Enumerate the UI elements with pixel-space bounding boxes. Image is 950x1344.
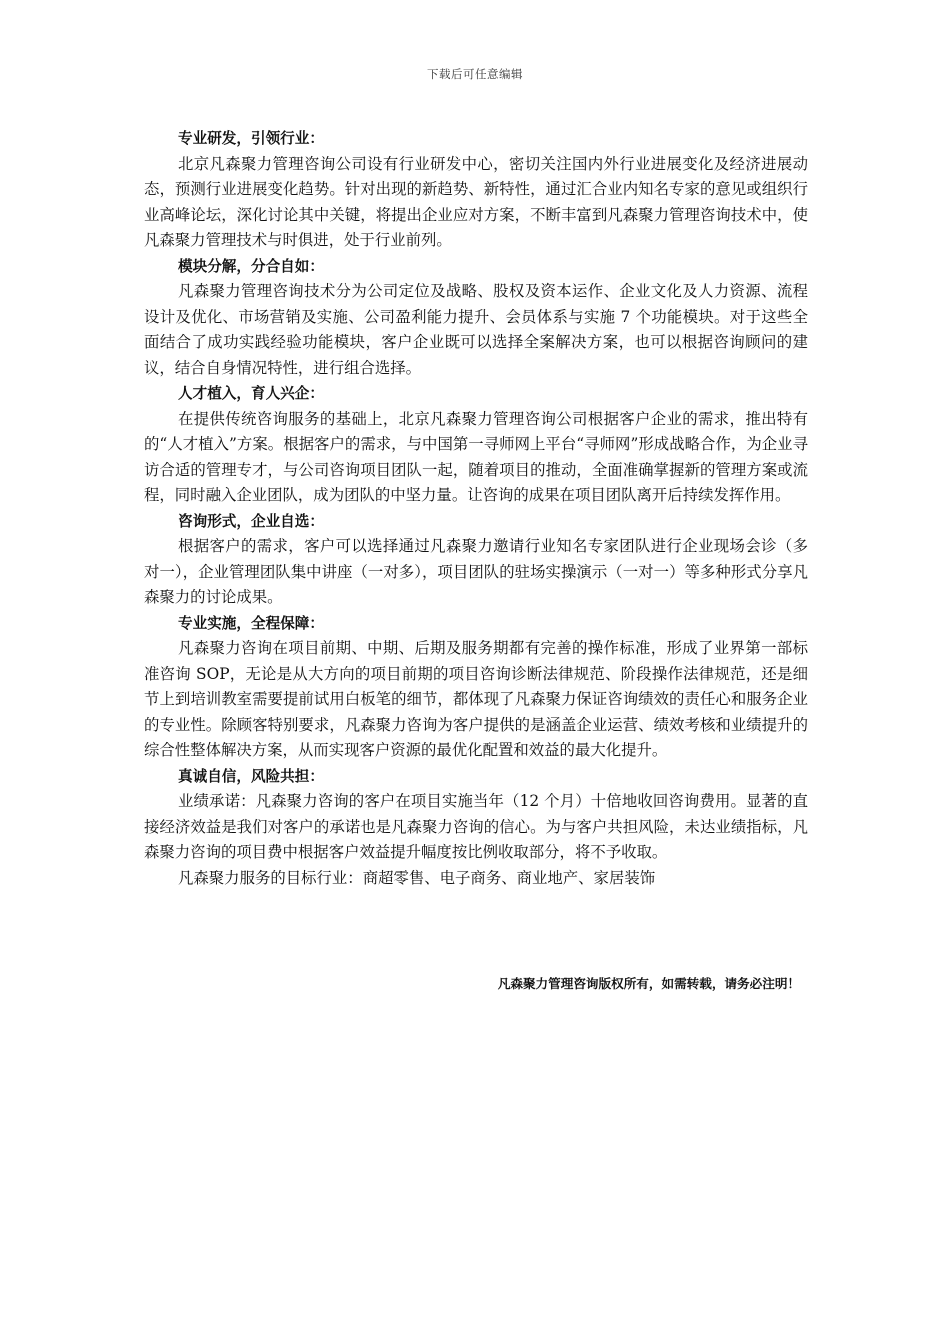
- section-implementation: [144, 611, 808, 764]
- section-heading: 专业实施，全程保障：: [178, 614, 324, 632]
- section-research: [144, 126, 808, 254]
- section-paragraph: 凡森聚力管理咨询技术分为公司定位及战略、股权及资本运作、企业文化及人力资源、流程设计及优化、市场营销及实施、公司盈利能力提升、会员体系与实施 7 个功能模块。对于这些全面结合了成功实践经验功能模块，客户企业既可以选择全案解决方案，也可以根据咨询顾问的建议，结合自身情况特性，进行组合选择。: [144, 282, 808, 377]
- section-heading: 真诚自信，风险共担：: [178, 767, 324, 785]
- section-paragraph: 业绩承诺：凡森聚力咨询的客户在项目实施当年（12 个月）十倍地收回咨询费用。显著的直接经济效益是我们对客户的承诺也是凡森聚力咨询的信心。为与客户共担风险，未达业绩指标，凡森聚力咨询的项目费中根据客户效益提升幅度按比例收取部分，将不予收取。: [144, 792, 808, 861]
- section-heading: 专业研发，引领行业：: [178, 130, 324, 147]
- section-paragraph: 北京凡森聚力管理咨询公司设有行业研发中心，密切关注国内外行业进展变化及经济进展动态，预测行业进展变化趋势。针对出现的新趋势、新特性，通过汇合业内知名专家的意见或组织行业高峰论坛，深化讨论其中关键，将提出企业应对方案，不断丰富到凡森聚力管理咨询技术中，使凡森聚力管理技术与时俱进，处于行业前列。: [144, 154, 808, 249]
- section-paragraph: 在提供传统咨询服务的基础上，北京凡森聚力管理咨询公司根据客户企业的需求，推出特有的“人才植入”方案。根据客户的需求，与中国第一寻师网上平台“寻师网”形成战略合作，为企业寻访合适的管理专才，与公司咨询项目团队一起，随着项目的推动，全面准确掌握新的管理方案或流程，同时融入企业团队，成为团队的中坚力量。让咨询的成果在项目团队离开后持续发挥作用。: [144, 409, 808, 504]
- document-body: [144, 126, 808, 891]
- section-paragraph: 根据客户的需求，客户可以选择通过凡森聚力邀请行业知名专家团队进行企业现场会诊（多对一），企业管理团队集中讲座（一对多），项目团队的驻场实操演示（一对一）等多种形式分享凡森聚力的讨论成果。: [144, 537, 808, 606]
- section-modules: [144, 254, 808, 382]
- section-paragraph: 凡森聚力咨询在项目前期、中期、后期及服务期都有完善的操作标准，形成了业界第一部标准咨询 SOP，无论是从大方向的项目前期的项目咨询诊断法律规范、阶段操作法律规范，还是细节上到培训教室需要提前试用白板笔的细节，都体现了凡森聚力保证咨询绩效的责任心和服务企业的专业性。除顾客特别要求，凡森聚力咨询为客户提供的是涵盖企业运营、绩效考核和业绩提升的综合性整体解决方案，从而实现客户资源的最优化配置和效益的最大化提升。: [144, 639, 808, 759]
- target-industries: 凡森聚力服务的目标行业：商超零售、电子商务、商业地产、家居装饰: [178, 868, 656, 887]
- section-risk-sharing: [144, 764, 808, 866]
- copyright-notice: 凡森聚力管理咨询版权所有，如需转载，请务必注明！: [497, 976, 800, 991]
- page-header: 下载后可任意编辑: [427, 67, 523, 81]
- section-talent: [144, 381, 808, 509]
- section-consulting-form: [144, 509, 808, 611]
- section-heading: 咨询形式，企业自选：: [178, 512, 324, 530]
- section-heading: 模块分解，分合自如：: [178, 257, 324, 275]
- section-heading: 人才植入，育人兴企：: [178, 385, 324, 402]
